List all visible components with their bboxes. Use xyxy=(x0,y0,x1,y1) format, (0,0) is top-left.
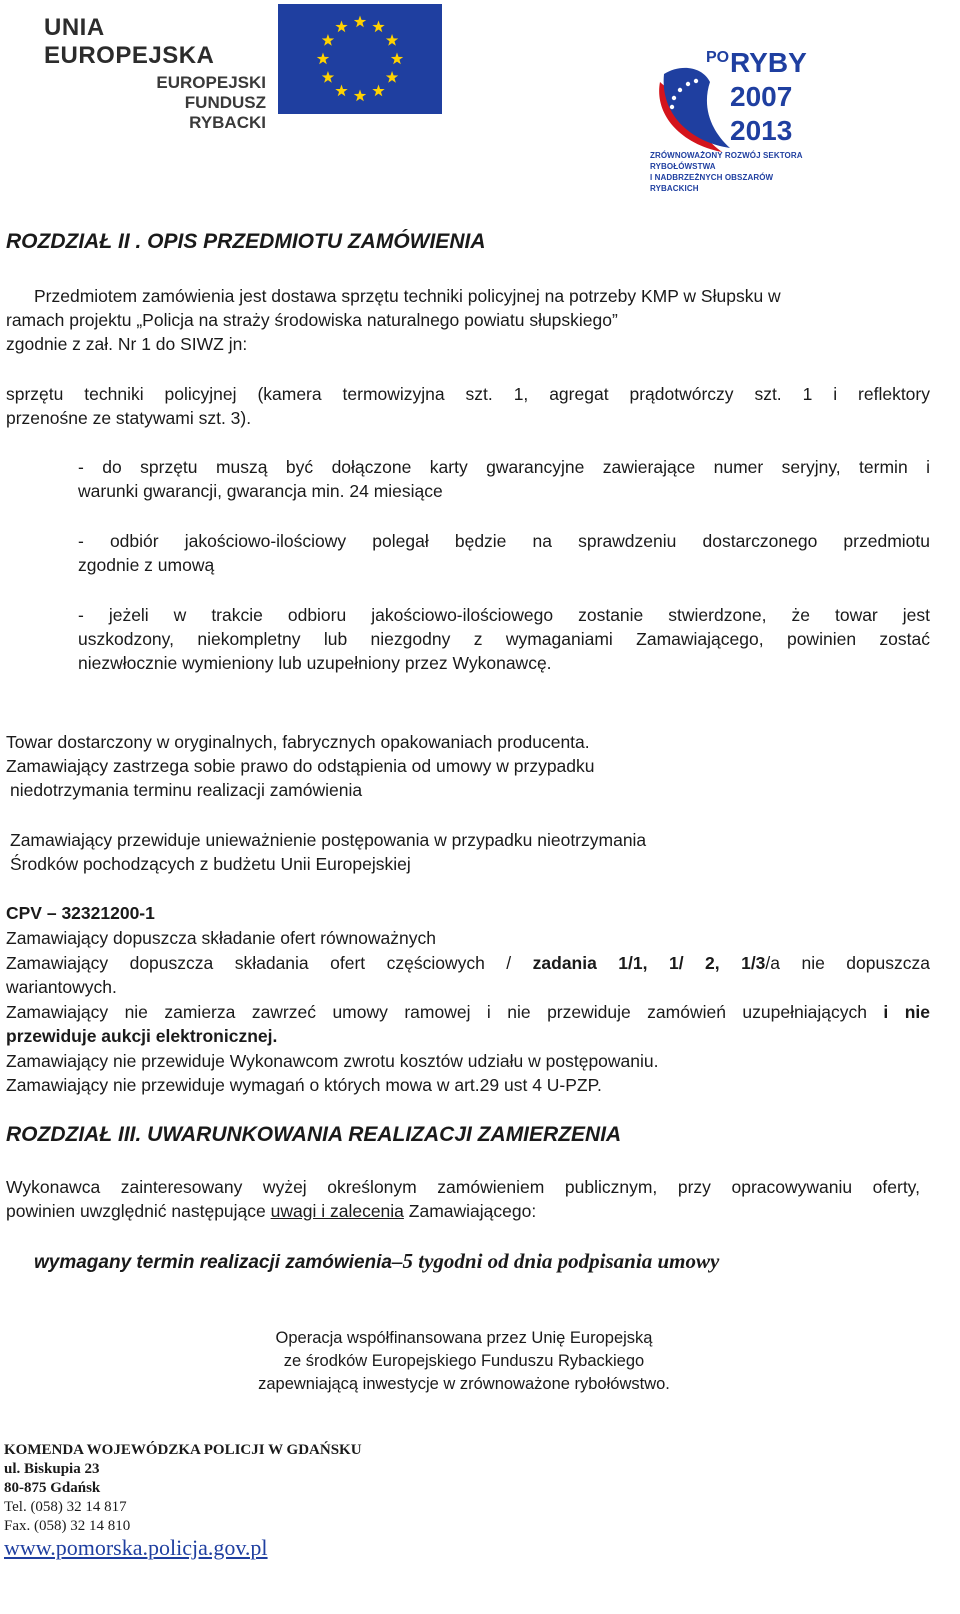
equipment-line: sprzętu techniki policyjnej (kamera termowizyjna szt. 1, agregat prądotwórczy szt. 1 i reflektory xyxy=(6,384,930,404)
section-3-heading: ROZDZIAŁ III. UWARUNKOWANIA REALIZACJI ZAMIERZENIA xyxy=(6,1123,622,1146)
footer-org: KOMENDA WOJEWÓDZKA POLICJI W GDAŃSKU xyxy=(4,1442,362,1458)
contractor-para xyxy=(6,1199,536,1224)
partial-offers-tasks: zadania 1/1, 1/ 2, 1/3 xyxy=(532,953,766,973)
logo-ryby: RYBY xyxy=(730,47,807,78)
defect-requirement: - jeżeli w trakcie odbioru jakościowo-ilościowego zostanie stwierdzone, że towar jest xyxy=(78,605,930,625)
footer-website-link[interactable]: www.pomorska.policja.gov.pl xyxy=(4,1535,268,1560)
contractor-para-text: powinien uwzględnić następujące xyxy=(6,1201,271,1221)
eu-flag-icon xyxy=(278,4,442,114)
art29-note: Zamawiający nie przewiduje wymagań o których mowa w art.29 ust 4 U-PZP. xyxy=(6,1075,602,1095)
cofinancing-note xyxy=(0,1327,928,1396)
footer-street: ul. Biskupia 23 xyxy=(4,1461,100,1477)
defect-requirement: niezwłocznie wymieniony lub uzupełniony przez Wykonawcę. xyxy=(78,653,552,673)
annulment-note: Zamawiający przewiduje unieważnienie postępowania w przypadku nieotrzymania xyxy=(10,830,647,850)
cost-refund-note: Zamawiający nie przewiduje Wykonawcom zwrotu kosztów udziału w postępowaniu. xyxy=(6,1051,659,1071)
annulment-note: Środków pochodzących z budżetu Unii Europejskiej xyxy=(10,854,411,874)
cofinancing-line: ze środków Europejskiego Funduszu Rybackiego xyxy=(283,1352,645,1370)
cofinancing-line: Operacja współfinansowana przez Unię Europejską xyxy=(275,1329,653,1347)
cofinancing-line: zapewniającą inwestycje w zrównoważone rybołówstwo. xyxy=(258,1375,670,1393)
deadline xyxy=(34,1249,719,1274)
acceptance-requirement: - odbiór jakościowo-ilościowy polegał będzie na sprawdzeniu dostarczonego przedmiotu xyxy=(78,531,930,551)
footer-postal: 80-875 Gdańsk xyxy=(4,1480,101,1496)
framework-note xyxy=(6,1000,930,1025)
footer-address xyxy=(4,1441,362,1536)
eu-fund-name xyxy=(44,73,266,133)
warranty-requirement: warunki gwarancji, gwarancja min. 24 miesiące xyxy=(78,481,443,501)
framework-bold: i nie xyxy=(883,1002,930,1022)
variant-offers: wariantowych. xyxy=(6,977,117,997)
cpv-code: CPV – 32321200-1 xyxy=(6,903,155,923)
acceptance-requirement: zgodnie z umową xyxy=(78,555,215,575)
intro-line: zgodnie z zał. Nr 1 do SIWZ jn: xyxy=(6,334,248,354)
warranty-requirement: - do sprzętu muszą być dołączone karty gwarancyjne zawierające numer seryjny, termin i xyxy=(78,457,930,477)
partial-offers-text: Zamawiający dopuszcza składania ofert częściowych / xyxy=(6,953,533,973)
logo-year-start: 2007 xyxy=(730,81,793,112)
equipment-line: przenośne ze statywami szt. 3). xyxy=(6,408,252,428)
eu-fund-line: RYBACKI xyxy=(189,113,266,132)
intro-line: ramach projektu „Policja na straży środowiska naturalnego powiatu słupskiego” xyxy=(6,310,618,330)
eu-fund-line: FUNDUSZ xyxy=(184,93,266,112)
logo-po: PO xyxy=(706,49,730,66)
logo-caption-line: I NADBRZEŻNYCH OBSZARÓW RYBACKICH xyxy=(650,173,774,193)
logo-caption xyxy=(650,150,810,194)
partial-offers-suffix: /a nie dopuszcza xyxy=(765,953,930,973)
logo-year-end: 2013 xyxy=(730,115,793,146)
footer-phone: Tel. (058) 32 14 817 xyxy=(4,1499,127,1515)
intro-line: Przedmiotem zamówienia jest dostawa sprzętu techniki policyjnej na potrzeby KMP w Słupsku w xyxy=(34,286,781,306)
footer-fax: Fax. (058) 32 14 810 xyxy=(4,1518,131,1534)
framework-text: Zamawiający nie zamierza zawrzeć umowy ramowej i nie przewiduje zamówień uzupełniających xyxy=(6,1002,884,1022)
eu-title: UNIA EUROPEJSKA xyxy=(44,14,215,69)
defect-requirement: uszkodzony, niekompletny lub niezgodny z wymaganiami Zamawiającego, powinien zostać xyxy=(78,629,930,649)
packaging-note: Towar dostarczony w oryginalnych, fabrycznych opakowaniach producenta. xyxy=(6,732,590,752)
remarks-link-text: uwagi i zalecenia xyxy=(270,1201,404,1221)
contractor-para: Wykonawca zainteresowany wyżej określonym zamówieniem publicznym, przy opracowywaniu oferty, xyxy=(6,1177,920,1197)
equivalent-offers: Zamawiający dopuszcza składanie ofert równoważnych xyxy=(6,928,436,948)
contractor-para-text: Zamawiającego: xyxy=(403,1201,537,1221)
withdrawal-note: niedotrzymania terminu realizacji zamówienia xyxy=(10,780,363,800)
deadline-value: –5 tygodni od dnia podpisania umowy xyxy=(391,1249,720,1273)
deadline-label: wymagany termin realizacji zamówienia xyxy=(34,1252,392,1273)
eu-fund-line: EUROPEJSKI xyxy=(156,73,266,92)
partial-offers xyxy=(6,951,930,976)
eu-logo-text xyxy=(44,14,266,133)
section-2-heading: ROZDZIAŁ II . OPIS PRZEDMIOTU ZAMÓWIENIA xyxy=(6,230,486,253)
logo-caption-line: ZRÓWNOWAŻONY ROZWÓJ SEKTORA RYBOŁÓWSTWA xyxy=(650,151,803,171)
auction-note: przewiduje aukcji elektronicznej. xyxy=(6,1026,278,1046)
withdrawal-note: Zamawiający zastrzega sobie prawo do odstąpienia od umowy w przypadku xyxy=(6,756,595,776)
